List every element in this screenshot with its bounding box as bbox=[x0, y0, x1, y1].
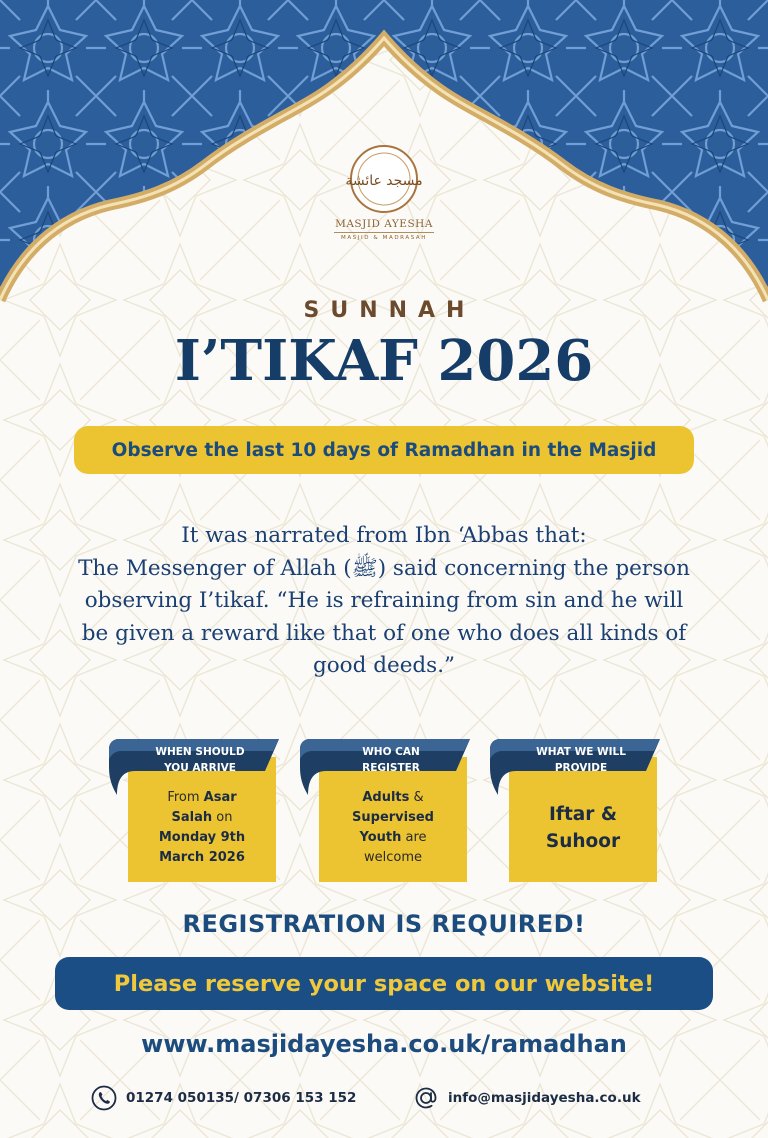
card-heading bbox=[127, 744, 273, 776]
tagline-banner bbox=[74, 426, 694, 474]
card-text-and: & bbox=[409, 790, 424, 805]
email-address: info@masjidayesha.co.uk bbox=[448, 1090, 641, 1106]
registration-notice: REGISTRATION IS REQUIRED! bbox=[182, 910, 586, 938]
card-text-supervised: Supervised bbox=[352, 810, 434, 825]
card-text-adults: Adults bbox=[362, 790, 410, 805]
card-text-iftar: Iftar & bbox=[549, 804, 617, 825]
phone-icon bbox=[90, 1084, 118, 1112]
card-text-welcome: welcome bbox=[363, 850, 422, 865]
card-text bbox=[128, 788, 276, 868]
website-link[interactable]: www.masjidayesha.co.uk/ramadhan bbox=[141, 1030, 627, 1058]
card-heading bbox=[318, 744, 464, 776]
reserve-cta-text: Please reserve your space on our website! bbox=[113, 970, 655, 997]
hadith-line-5: good deeds.” bbox=[312, 653, 456, 678]
email-contact[interactable] bbox=[412, 1084, 641, 1112]
info-card-registration bbox=[300, 737, 472, 883]
logo-arabic: مسجد عائشة bbox=[345, 173, 423, 189]
card-heading-line-1: WHO CAN bbox=[362, 746, 420, 758]
hadith-line-2: The Messenger of Allah (ﷺ) said concerning the person bbox=[78, 555, 690, 581]
logo-name: MASJID AYESHA bbox=[335, 218, 433, 230]
card-text bbox=[319, 788, 467, 868]
kicker-sunnah: SUNNAH bbox=[303, 298, 476, 323]
card-text-salah: Salah bbox=[171, 810, 213, 825]
logo-emblem bbox=[345, 145, 423, 213]
calligraphy-icon bbox=[345, 149, 423, 209]
hadith-line-1: It was narrated from Ibn ‘Abbas that: bbox=[181, 523, 587, 548]
logo-subtitle: MASJID & MADRASAH bbox=[334, 232, 434, 241]
card-text-date: March 2026 bbox=[159, 850, 245, 865]
card-text-from: From bbox=[167, 790, 204, 805]
hadith-line-4: be given a reward like that of one who does all kinds of bbox=[81, 620, 687, 646]
hadith-quote bbox=[40, 520, 728, 683]
card-heading bbox=[508, 744, 654, 776]
card-ribbon bbox=[109, 737, 279, 795]
card-ribbon bbox=[490, 737, 660, 795]
reserve-cta-banner[interactable] bbox=[55, 957, 713, 1010]
tagline-text: Observe the last 10 days of Ramadhan in the Masjid bbox=[111, 439, 657, 461]
info-card-provision bbox=[490, 737, 662, 883]
card-ribbon bbox=[300, 737, 470, 795]
phone-contact[interactable] bbox=[90, 1084, 356, 1112]
page-title: I’TIKAF 2026 bbox=[174, 328, 594, 394]
card-text-youth: Youth bbox=[359, 830, 402, 845]
masjid-logo bbox=[334, 145, 434, 241]
info-card-arrival bbox=[109, 737, 281, 883]
hadith-line-3: observing I’tikaf. “He is refraining from sin and he will bbox=[84, 588, 684, 613]
card-text-asar: Asar bbox=[203, 790, 237, 805]
card-text-are: are bbox=[401, 830, 427, 845]
card-text bbox=[509, 801, 657, 855]
phone-number: 01274 050135/ 07306 153 152 bbox=[126, 1090, 357, 1106]
card-text-suhoor: Suhoor bbox=[545, 831, 621, 852]
card-text-on: on bbox=[212, 810, 233, 825]
card-heading-line-2: PROVIDE bbox=[554, 762, 608, 774]
card-heading-line-2: YOU ARRIVE bbox=[164, 762, 236, 774]
card-text-day: Monday 9th bbox=[158, 830, 246, 845]
at-icon bbox=[412, 1084, 440, 1112]
card-heading-line-2: REGISTER bbox=[362, 762, 420, 774]
card-heading-line-1: WHAT WE WILL bbox=[536, 746, 626, 758]
card-heading-line-1: WHEN SHOULD bbox=[155, 746, 245, 758]
